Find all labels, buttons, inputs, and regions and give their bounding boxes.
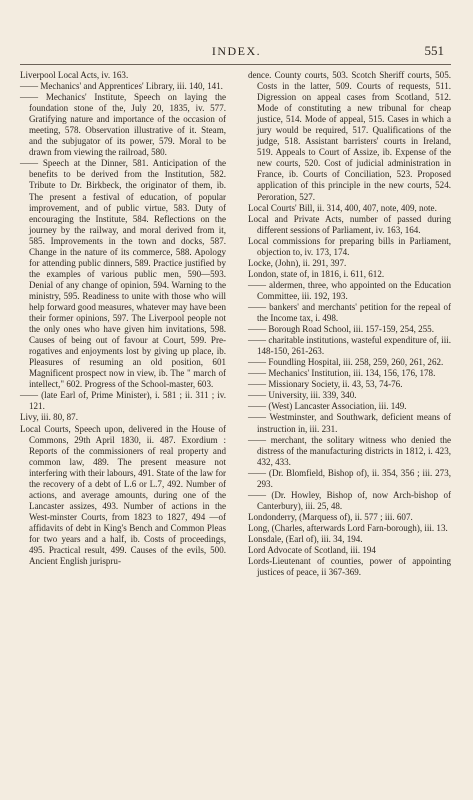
index-entry: —— Mechanics' Institution, iii. 134, 156, 176, 178. bbox=[248, 368, 436, 379]
index-entry: —— Mechanics' and Apprentices' Library, iii. 140, 141. bbox=[20, 81, 223, 92]
index-entry: —— University, iii. 339, 340. bbox=[248, 390, 357, 401]
index-entry: Local and Private Acts, number of passed during different sessions of Parliament, iv. 163, 164. bbox=[248, 213, 451, 235]
index-entry: Liverpool Local Acts, iv. 163. bbox=[20, 70, 129, 80]
index-entry: —— Speech at the Dinner, 581. Anticipation of the benefits to be derived from the Institution, 582. Tribute to Dr. Birkbeck, the originator of them, ib. The present a festival of education, of popular improvement, and of public virtue, 583. Duty of encouraging the Institute, 584. Reflections on the journey by the railway, and moral derived from it, 585. Improvements in the town and docks, 587. Change in the nature of its commerce, 588. Apology for attending public dinners, 589. Practice justified by the examples of various public men, 590—593. Denial of any change of opinion, 594. Warning to the ministry, 595. Readiness to unite with those who will help forward good measures, whatever may have been their former opinions, 597. The Liverpool people not the only ones who have given him invitations, 598. Causes of being out of favour at Court, 599. Pre-rogatives and enjoyments lost by giving up place, ib. Pleasures of resuming an old position, 601 Magnificent prospect now in view, ib. The " march of intellect," 602. Progress of the School-master, 603. bbox=[20, 158, 226, 390]
index-entry: dence. County courts, 503. Scotch Sheriff courts, 505. Costs in the latter, 509. Courts of requests, 511. Digression on appeal cases from Scotland, 512. Mode of constituting a new tribunal for cheap justice, 514. Mode of appeal, 515. Cases in which a jury would be required, 517. Qualifications of the judge, 518. Assistant barristers' courts in Ireland, 519. Appeals to Court of Assize, ib. Expense of the new courts, 520. Cost of judicial administration in France, ib. Courts of Conciliation, 523. Proposed application of this principle in the new courts, 524. Peroration, 527. bbox=[248, 70, 451, 202]
index-entry: —— (Dr. Howley, Bishop of, now Arch-bishop of Canterbury), iii. 25, 48. bbox=[248, 489, 451, 511]
header-rule bbox=[20, 64, 451, 65]
index-entry: Livy, iii. 80, 87. bbox=[20, 412, 78, 423]
index-entry: —— bankers' and merchants' petition for the repeal of the Income tax, i. 498. bbox=[248, 301, 451, 324]
index-entry: Local Courts, Speech upon, delivered in the House of Commons, 29th April 1830, ii. 487. Exordium : Reports of the commissioners of real property and common law, 489. The present measure not interfering with their labours, 491. State of the law for the recovery of a debt of L.6 or L.7, 492. Number of actions, and average amounts, during one of the Lancaster assizes, 493. Number of actions in the West-minster Courts, from 1823 to 1827, 494 —of affidavits of debt in King's Bench and Common Pleas for two years and a half, ib. Costs of proceedings, 495. Practical result, 499. Causes of the evils, 500. Ancient English jurispru- bbox=[20, 423, 226, 567]
index-entry: —— (Dr. Blomfield, Bishop of), ii. 354, 356 ; iii. 273, 293. bbox=[248, 467, 451, 489]
index-entry: Locke, (John), ii. 291, 397. bbox=[248, 257, 347, 268]
index-entry: Local commissions for preparing bills in Parliament, objection to, iv. 173, 174. bbox=[248, 235, 451, 257]
index-entry: London, state of, in 1816, i. 611, 612. bbox=[248, 268, 385, 279]
left-column bbox=[20, 70, 226, 567]
index-entry: —— (late Earl of, Prime Minister), i. 581 ; ii. 311 ; iv. 121. bbox=[20, 390, 226, 412]
index-entry: Lord Advocate of Scotland, iii. 194 bbox=[248, 545, 376, 556]
index-entry: —— Borough Road School, iii. 157-159, 254, 255. bbox=[248, 324, 434, 335]
index-entry: Lonsdale, (Earl of), iii. 34, 194. bbox=[248, 533, 363, 544]
index-entry: —— (West) Lancaster Association, iii. 149. bbox=[248, 401, 407, 412]
page-number: 551 bbox=[424, 43, 444, 58]
index-entry: Long, (Charles, afterwards Lord Farn-borough), iii. 13. bbox=[248, 522, 448, 533]
index-entry: Local Courts' Bill, ii. 314, 400, 407, note, 409, note. bbox=[248, 202, 437, 213]
index-entry: —— merchant, the solitary witness who denied the distress of the manufacturing districts in 1812, i. 423, 432, 433. bbox=[248, 434, 451, 467]
right-column bbox=[248, 70, 451, 578]
index-entry: —— Missionary Society, ii. 43, 53, 74-76. bbox=[248, 379, 403, 390]
index-entry: Lords-Lieutenant of counties, power of appointing justices of peace, ii 367-369. bbox=[248, 556, 451, 578]
index-entry: —— Mechanics' Institute, Speech on laying the foundation stone of the, July 20, 1835, iv. 577. Gratifying nature and importance of the occasion of meeting, 578. Observation illustrative of it. Steam, and the subjugator of its power, 579. Moral to be drawn from viewing the railroad, 580. bbox=[20, 92, 226, 158]
index-entry: —— Westminster, and Southwark, deficient means of instruction in, iii. 231. bbox=[248, 412, 451, 434]
running-head bbox=[0, 44, 473, 60]
index-entry: —— charitable institutions, wasteful expenditure of, iii. 148-150, 261-263. bbox=[248, 335, 451, 357]
page-title: INDEX. bbox=[211, 44, 262, 58]
index-entry: —— Foundling Hospital, iii. 258, 259, 260, 261, 262. bbox=[248, 357, 444, 368]
index-entry: —— aldermen, three, who appointed on the Education Committee, iii. 192, 193. bbox=[248, 279, 451, 301]
index-entry: Londonderry, (Marquess of), ii. 577 ; iii. 607. bbox=[248, 511, 413, 522]
